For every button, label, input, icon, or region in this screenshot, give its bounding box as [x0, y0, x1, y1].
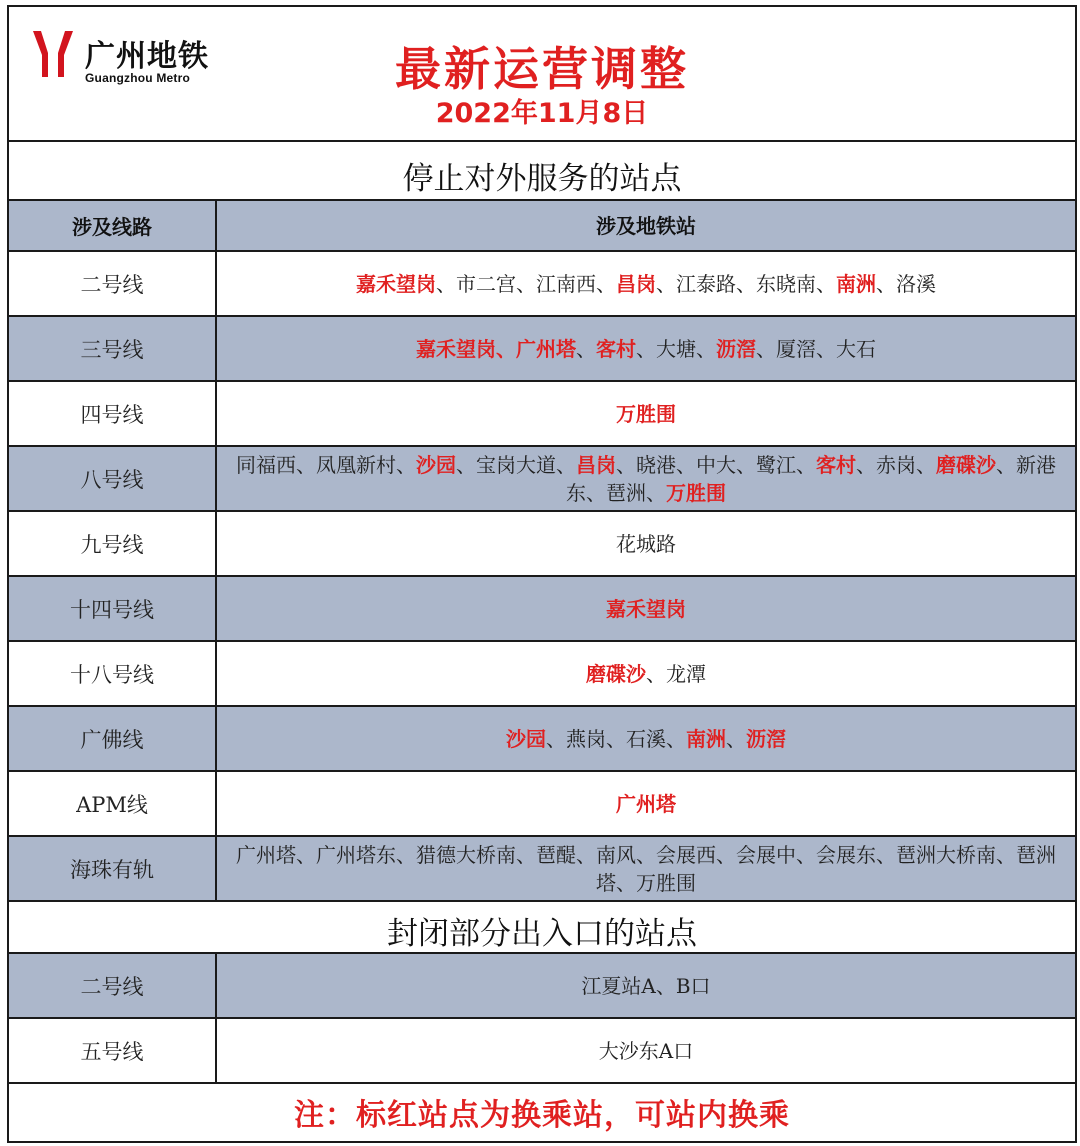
station-text: 大沙东A口 [598, 1038, 694, 1063]
station-text: 、晓港、中大、鹭江、 [616, 452, 816, 477]
line-name: 二号线 [80, 974, 144, 999]
station-text: 、龙潭 [646, 661, 706, 686]
transfer-station-text: 沥滘 [716, 336, 756, 361]
column-divider [215, 837, 217, 900]
transfer-station-text: 沥滘 [746, 726, 786, 751]
table-row [9, 317, 1075, 380]
station-text: 、江泰路、东晓南、 [656, 271, 836, 296]
station-list [217, 317, 1075, 380]
station-text: 、厦滘、大石 [756, 336, 876, 361]
column-header-line: 涉及线路 [72, 215, 152, 239]
transfer-station-text: 广州塔 [616, 791, 676, 816]
transfer-station-text: 昌岗 [616, 271, 656, 296]
table-row [9, 837, 1075, 900]
transfer-station-text: 沙园 [416, 452, 456, 477]
station-text: 、新港东、琶洲、 [566, 452, 1056, 505]
table-row [9, 772, 1075, 835]
column-divider [215, 252, 217, 315]
station-text: 广州塔、广州塔东、猎德大桥南、琶醍、南风、会展西、会展中、会展东、琶洲大桥南、琶洲塔、万胜围 [236, 842, 1056, 895]
transfer-station-text: 客村 [816, 452, 856, 477]
logo-text-cn: 广州地铁 [85, 39, 209, 74]
column-divider [215, 382, 217, 445]
column-header-stations: 涉及地铁站 [596, 213, 696, 238]
station-list [217, 447, 1075, 510]
station-list [217, 642, 1075, 705]
line-name: 二号线 [80, 272, 144, 297]
station-list [217, 1019, 1075, 1082]
line-name: 九号线 [80, 532, 144, 557]
column-divider [215, 512, 217, 575]
column-divider [215, 317, 217, 380]
divider [9, 900, 1075, 902]
transfer-station-text: 万胜围 [666, 480, 726, 505]
transfer-station-text: 磨碟沙 [936, 452, 996, 477]
station-text: 、燕岗、石溪、 [546, 726, 686, 751]
header [9, 7, 1075, 140]
transfer-note: 注：标红站点为换乘站，可站内换乘 [294, 1098, 790, 1133]
line-name: 海珠有轨 [70, 857, 154, 882]
column-divider [215, 201, 217, 250]
station-text: 江夏站A、B口 [581, 973, 711, 998]
table-header-row [9, 201, 1075, 250]
station-list [217, 954, 1075, 1017]
column-divider [215, 954, 217, 1017]
line-name: APM线 [76, 792, 148, 817]
line-name: 三号线 [80, 337, 144, 362]
line-name: 四号线 [80, 402, 144, 427]
line-name: 五号线 [80, 1039, 144, 1064]
station-list [217, 707, 1075, 770]
station-text: 同福西、凤凰新村、 [236, 452, 416, 477]
transfer-station-text: 磨碟沙 [586, 661, 646, 686]
transfer-station-text: 嘉禾望岗、广州塔 [416, 336, 576, 361]
transfer-station-text: 嘉禾望岗 [606, 596, 686, 621]
page-title: 最新运营调整 [395, 42, 689, 96]
transfer-station-text: 南洲 [836, 271, 876, 296]
station-list [217, 837, 1075, 900]
station-list [217, 512, 1075, 575]
column-divider [215, 642, 217, 705]
transfer-station-text: 万胜围 [616, 401, 676, 426]
station-list [217, 772, 1075, 835]
line-name: 十八号线 [70, 662, 154, 687]
transfer-station-text: 沙园 [506, 726, 546, 751]
table-row [9, 954, 1075, 1017]
logo-text-en: Guangzhou Metro [85, 71, 190, 85]
table-row [9, 1019, 1075, 1082]
station-text: 、洛溪 [876, 271, 936, 296]
column-divider [215, 577, 217, 640]
section-title-partial-closure: 封闭部分出入口的站点 [387, 916, 697, 952]
transfer-station-text: 嘉禾望岗 [356, 271, 436, 296]
section-title-closed-stations: 停止对外服务的站点 [402, 161, 682, 197]
line-name: 八号线 [80, 467, 144, 492]
divider [9, 1082, 1075, 1084]
station-text: 、宝岗大道、 [456, 452, 576, 477]
line-name: 广佛线 [80, 727, 144, 752]
table-row [9, 642, 1075, 705]
line-name: 十四号线 [70, 597, 154, 622]
station-list [217, 382, 1075, 445]
table-row [9, 707, 1075, 770]
station-text: 花城路 [616, 531, 676, 556]
notice-date: 2022年11月8日 [435, 98, 649, 129]
station-list [217, 252, 1075, 315]
table-row [9, 512, 1075, 575]
table-row [9, 447, 1075, 510]
station-text: 、赤岗、 [856, 452, 936, 477]
table-row [9, 382, 1075, 445]
transfer-station-text: 客村 [596, 336, 636, 361]
divider [9, 140, 1075, 142]
station-text: 、 [726, 726, 746, 751]
station-list [217, 577, 1075, 640]
column-divider [215, 707, 217, 770]
table-row [9, 577, 1075, 640]
column-divider [215, 447, 217, 510]
station-text: 、大塘、 [636, 336, 716, 361]
transfer-station-text: 昌岗 [576, 452, 616, 477]
table-row [9, 252, 1075, 315]
notice-sheet [7, 5, 1077, 1143]
column-divider [215, 772, 217, 835]
transfer-station-text: 南洲 [686, 726, 726, 751]
station-text: 、市二宫、江南西、 [436, 271, 616, 296]
column-divider [215, 1019, 217, 1082]
station-text: 、 [576, 336, 596, 361]
